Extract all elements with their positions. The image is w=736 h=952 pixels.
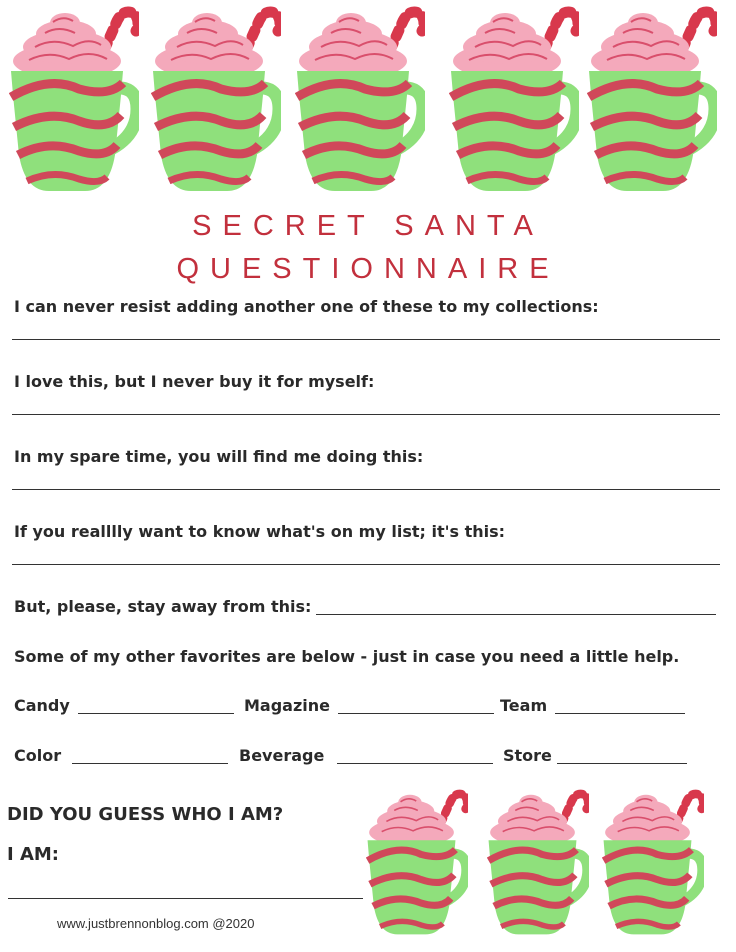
- answer-line-spare-time[interactable]: [12, 489, 720, 490]
- hot-cocoa-mug-icon: [448, 5, 580, 195]
- answer-line-love-this[interactable]: [12, 414, 720, 415]
- hot-cocoa-mug-icon: [602, 788, 704, 938]
- hot-cocoa-mug-icon: [586, 5, 718, 195]
- guess-question: DID YOU GUESS WHO I AM?: [7, 804, 284, 825]
- page-title: SECRET SANTA: [192, 210, 544, 242]
- hot-cocoa-mug-icon: [8, 5, 140, 195]
- favorite-label-candy: Candy: [14, 696, 70, 715]
- favorite-label-beverage: Beverage: [239, 746, 325, 765]
- question-collections: I can never resist adding another one of these to my collections:: [14, 297, 599, 316]
- question-stay-away: But, please, stay away from this:: [14, 597, 312, 616]
- favorite-label-color: Color: [14, 746, 62, 765]
- answer-line-beverage[interactable]: [337, 763, 493, 764]
- answer-line-stay-away[interactable]: [316, 614, 716, 615]
- hot-cocoa-mug-icon: [487, 788, 589, 938]
- hot-cocoa-mug-icon: [366, 788, 468, 938]
- question-love-this: I love this, but I never buy it for myself:: [14, 372, 375, 391]
- answer-line-magazine[interactable]: [338, 713, 494, 714]
- favorite-label-team: Team: [500, 696, 548, 715]
- answer-line-guess[interactable]: [8, 898, 363, 899]
- answer-line-wish-list[interactable]: [12, 564, 720, 565]
- answer-line-color[interactable]: [72, 763, 228, 764]
- answer-line-candy[interactable]: [78, 713, 234, 714]
- favorite-label-magazine: Magazine: [244, 696, 331, 715]
- question-wish-list: If you realllly want to know what's on my list; it's this:: [14, 522, 506, 541]
- guess-answer-label: I AM:: [7, 844, 60, 865]
- page-subtitle: QUESTIONNAIRE: [176, 253, 560, 285]
- favorite-label-store: Store: [503, 746, 552, 765]
- answer-line-store[interactable]: [557, 763, 687, 764]
- answer-line-team[interactable]: [555, 713, 685, 714]
- answer-line-collections[interactable]: [12, 339, 720, 340]
- hot-cocoa-mug-icon: [150, 5, 282, 195]
- hot-cocoa-mug-icon: [294, 5, 426, 195]
- favorites-intro: Some of my other favorites are below - just in case you need a little help.: [14, 647, 680, 666]
- question-spare-time: In my spare time, you will find me doing this:: [14, 447, 424, 466]
- footer-credit: www.justbrennonblog.com @2020: [57, 916, 255, 931]
